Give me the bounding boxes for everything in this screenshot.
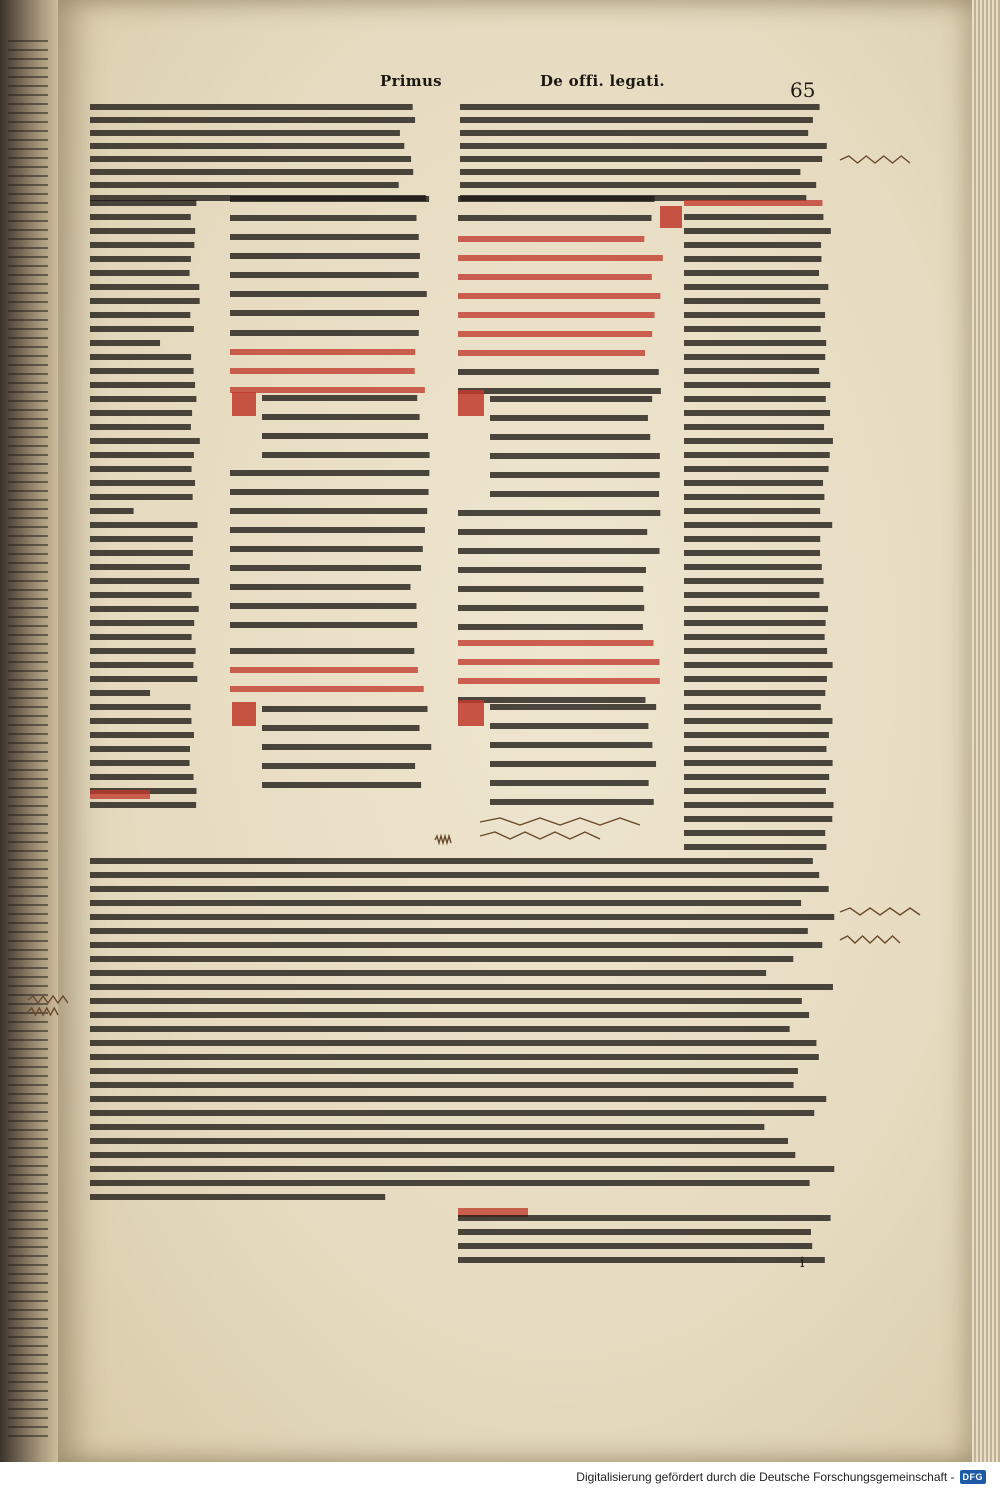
text-line <box>230 546 423 552</box>
text-line <box>262 414 420 420</box>
text-line <box>490 742 652 748</box>
text-line <box>458 369 659 375</box>
handwritten-note <box>840 156 910 163</box>
text-line <box>684 718 832 724</box>
text-line <box>90 606 199 612</box>
text-line <box>230 470 429 476</box>
text-line <box>230 253 420 259</box>
text-line <box>90 872 819 878</box>
initial-letter <box>458 700 484 726</box>
text-line <box>490 723 648 729</box>
text-line <box>262 433 428 439</box>
text-line <box>458 586 643 592</box>
handwritten-note <box>480 832 600 839</box>
text-line <box>90 117 415 123</box>
text-line <box>458 1243 812 1249</box>
text-line <box>90 984 833 990</box>
text-line <box>90 858 813 864</box>
initial-letter <box>232 702 256 726</box>
text-line <box>490 415 648 421</box>
text-line <box>684 522 832 528</box>
text-line <box>262 782 421 788</box>
initial-letter <box>458 390 484 416</box>
text-line <box>684 760 833 766</box>
text-line <box>230 603 416 609</box>
text-line <box>230 565 421 571</box>
text-line <box>90 914 834 920</box>
text-line <box>490 434 650 440</box>
footer-credit: Digitalisierung gefördert durch die Deutsche Forschungsgemeinschaft - <box>576 1469 955 1484</box>
text-line <box>90 1054 819 1060</box>
initial-letter <box>232 392 256 416</box>
text-line <box>684 802 834 808</box>
text-line <box>90 970 766 976</box>
text-line <box>90 424 191 430</box>
text-line <box>90 298 200 304</box>
text-line <box>90 592 192 598</box>
text-line <box>460 130 808 136</box>
text-line <box>90 732 194 738</box>
text-line <box>460 143 827 149</box>
text-line <box>230 508 427 514</box>
text-line <box>90 256 191 262</box>
text-line <box>460 169 800 175</box>
text-line <box>458 548 660 554</box>
text-line <box>684 578 824 584</box>
text-line <box>90 578 199 584</box>
text-line <box>490 472 660 478</box>
text-line <box>684 452 830 458</box>
text-line <box>458 605 644 611</box>
text-line <box>684 676 827 682</box>
text-line <box>90 802 196 808</box>
dfg-logo: DFG <box>960 1470 987 1484</box>
text-line <box>684 648 827 654</box>
text-line <box>460 104 820 110</box>
text-line <box>90 494 193 500</box>
running-head-right: De offi. legati. <box>540 72 665 90</box>
text-line <box>458 1229 811 1235</box>
text-line <box>90 214 191 220</box>
text-line <box>684 830 825 836</box>
text-line <box>684 270 819 276</box>
text-line <box>230 489 429 495</box>
text-line <box>458 1215 831 1221</box>
text-line <box>90 634 192 640</box>
text-line <box>684 774 829 780</box>
text-line <box>684 536 820 542</box>
text-line <box>684 816 832 822</box>
text-line <box>90 662 193 668</box>
text-line <box>90 704 190 710</box>
handwritten-note <box>840 908 920 915</box>
handwritten-note <box>840 936 900 943</box>
text-line <box>90 536 193 542</box>
text-line <box>90 746 190 752</box>
text-line <box>90 998 802 1004</box>
rubric-line <box>458 312 655 318</box>
text-line <box>684 298 820 304</box>
text-lines <box>90 104 834 1263</box>
text-line <box>230 234 419 240</box>
text-line <box>684 340 826 346</box>
text-line <box>90 396 196 402</box>
text-line <box>262 725 420 731</box>
text-line <box>458 697 645 703</box>
text-line <box>90 886 829 892</box>
text-line <box>90 1138 788 1144</box>
rubric-line <box>230 349 415 355</box>
text-line <box>490 799 654 805</box>
text-line <box>90 690 150 696</box>
text-line <box>90 284 199 290</box>
text-line <box>458 510 660 516</box>
text-line <box>90 169 413 175</box>
text-line <box>90 410 192 416</box>
text-line <box>90 1096 826 1102</box>
text-line <box>684 746 826 752</box>
text-line <box>90 104 413 110</box>
text-line <box>90 480 195 486</box>
handwritten-note <box>435 836 451 843</box>
rubric-line <box>230 686 424 692</box>
text-line <box>230 310 419 316</box>
text-line <box>230 272 419 278</box>
text-line <box>90 522 198 528</box>
rubric-line <box>458 640 654 646</box>
text-line <box>684 228 831 234</box>
text-line <box>684 312 825 318</box>
rubric-line <box>458 350 645 356</box>
text-line <box>458 567 646 573</box>
text-line <box>230 291 427 297</box>
text-line <box>458 624 643 630</box>
text-line <box>684 620 826 626</box>
text-line <box>90 508 134 514</box>
text-line <box>460 117 813 123</box>
text-line <box>90 312 190 318</box>
text-line <box>90 466 192 472</box>
folio-number: 65 <box>790 78 816 102</box>
text-line <box>684 438 833 444</box>
rubric-line <box>458 274 652 280</box>
text-line <box>90 1166 834 1172</box>
rubric-line <box>230 667 418 673</box>
text-line <box>90 718 191 724</box>
text-line <box>90 1040 816 1046</box>
text-line <box>90 452 194 458</box>
text-line <box>90 200 196 206</box>
text-line <box>90 942 822 948</box>
handwritten-note <box>28 996 68 1003</box>
text-line <box>458 529 647 535</box>
text-line <box>90 242 194 248</box>
rubric-line <box>684 200 822 206</box>
text-line <box>458 1257 825 1263</box>
handwritten-note <box>480 818 640 825</box>
text-line <box>490 396 652 402</box>
text-line <box>684 844 826 850</box>
text-line <box>684 354 825 360</box>
text-line <box>90 130 400 136</box>
rubric-line <box>458 659 660 665</box>
text-line <box>684 564 822 570</box>
text-line <box>684 662 833 668</box>
text-line <box>460 182 816 188</box>
rubric-line <box>90 790 150 799</box>
text-line <box>90 928 808 934</box>
text-line <box>230 215 416 221</box>
initial-letter <box>660 206 682 228</box>
text-line <box>262 706 428 712</box>
text-line <box>684 634 825 640</box>
text-line <box>684 508 820 514</box>
text-line <box>684 494 824 500</box>
rubric-line <box>458 678 660 684</box>
text-line <box>90 564 190 570</box>
text-line <box>90 1194 385 1200</box>
text-line <box>90 676 197 682</box>
digitization-footer <box>0 1462 1000 1491</box>
text-line <box>90 1124 764 1130</box>
text-line <box>684 788 826 794</box>
text-line <box>90 620 194 626</box>
text-line <box>684 256 821 262</box>
text-line <box>684 606 828 612</box>
handwritten-note <box>28 1008 58 1015</box>
text-line <box>230 648 414 654</box>
text-line <box>90 354 191 360</box>
text-line <box>262 744 431 750</box>
text-line <box>90 143 404 149</box>
text-line <box>460 156 822 162</box>
text-line <box>90 1152 795 1158</box>
signature-mark: i <box>800 1255 805 1271</box>
text-line <box>490 780 649 786</box>
rubric-line <box>458 293 660 299</box>
text-line <box>90 550 193 556</box>
text-line <box>90 1110 814 1116</box>
text-line <box>684 284 828 290</box>
text-line <box>90 774 194 780</box>
text-line <box>684 326 821 332</box>
text-line <box>90 1180 810 1186</box>
text-line <box>90 182 399 188</box>
text-line <box>262 763 415 769</box>
text-line <box>90 900 801 906</box>
text-line <box>90 228 195 234</box>
text-line <box>684 214 823 220</box>
text-line <box>684 732 829 738</box>
text-line <box>458 388 661 394</box>
text-line <box>684 382 830 388</box>
text-line <box>230 622 417 628</box>
rubric-line <box>458 255 663 261</box>
text-line <box>90 438 200 444</box>
running-head-left: Primus <box>380 72 442 90</box>
text-line <box>90 156 411 162</box>
text-line <box>458 196 655 202</box>
text-line <box>90 1012 809 1018</box>
text-line <box>684 704 821 710</box>
text-line <box>262 395 417 401</box>
text-line <box>230 196 429 202</box>
text-line <box>90 1026 790 1032</box>
text-line <box>90 368 194 374</box>
text-line <box>90 956 793 962</box>
text-line <box>684 368 819 374</box>
text-line <box>684 550 820 556</box>
text-line <box>684 480 823 486</box>
text-line <box>684 242 821 248</box>
text-line <box>684 466 829 472</box>
text-line <box>90 340 160 346</box>
text-line <box>90 326 194 332</box>
text-line <box>490 491 659 497</box>
text-line <box>684 396 826 402</box>
text-line <box>90 1082 794 1088</box>
text-line <box>230 330 419 336</box>
text-line <box>490 761 656 767</box>
text-line <box>90 270 190 276</box>
text-line <box>458 215 652 221</box>
rubric-line <box>230 387 425 393</box>
text-line <box>230 527 425 533</box>
text-line <box>90 1068 798 1074</box>
rubric-line <box>458 331 652 337</box>
text-line <box>90 382 195 388</box>
text-line <box>684 424 824 430</box>
text-line <box>684 592 819 598</box>
rubric-line <box>230 368 415 374</box>
text-line <box>684 410 830 416</box>
text-line <box>490 704 656 710</box>
rubric-line <box>458 236 644 242</box>
text-line <box>490 453 660 459</box>
text-line <box>262 452 430 458</box>
text-line <box>230 584 410 590</box>
text-line <box>90 648 196 654</box>
text-line <box>90 760 190 766</box>
text-line <box>684 690 825 696</box>
